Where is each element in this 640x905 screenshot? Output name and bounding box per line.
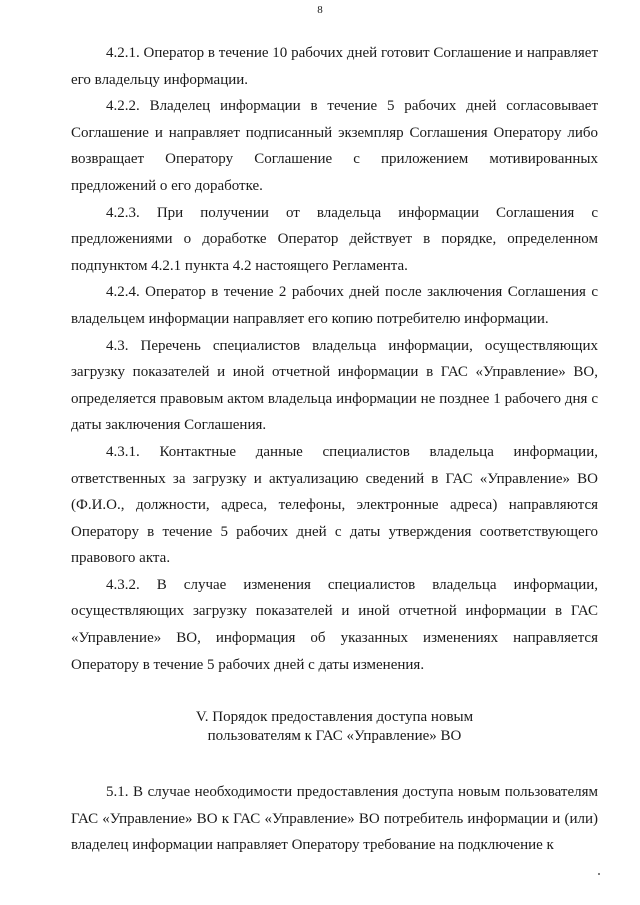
section-heading-line-1: V. Порядок предоставления доступа новым (195, 709, 474, 726)
paragraph-4-3: 4.3. Перечень специалистов владельца информации, осуществляющих загрузку показателей и иной отчетной информации в ГАС «Управление» ВО, определяется правовым актом владельца информации не позднее 1 рабочего дня с даты заключения Соглашения. (71, 337, 598, 434)
scan-dot (598, 873, 600, 875)
page-number: 8 (317, 4, 323, 16)
document-body (71, 40, 598, 859)
paragraph-4-3-2: 4.3.2. В случае изменения специалистов владельца информации, осуществляющих загрузку показателей и иной отчетной информации в ГАС «Управление» ВО, информация об указанных изменениях направляется Оператору в течение 5 рабочих дней с даты изменения. (71, 576, 598, 673)
paragraph-4-2-3: 4.2.3. При получении от владельца информации Соглашения с предложениями о доработке Оператор действует в порядке, определенном подпунктом 4.2.1 пункта 4.2 настоящего Регламента. (71, 204, 598, 274)
paragraph-5-1: 5.1. В случае необходимости предоставления доступа новым пользователям ГАС «Управление» ВО к ГАС «Управление» ВО потребитель информации и (или) владелец информации направляет Оператору требование на подключение к (71, 784, 598, 854)
paragraph-4-2-1: 4.2.1. Оператор в течение 10 рабочих дней готовит Соглашение и направляет его владельцу информации. (71, 45, 598, 88)
section-heading (71, 708, 598, 746)
paragraph-4-3-1: 4.3.1. Контактные данные специалистов владельца информации, ответственных за загрузку и актуализацию сведений в ГАС «Управление» ВО (Ф.И.О., должности, адреса, телефоны, электронные адреса) направляются Оператору в течение 5 рабочих дней с даты утверждения соответствующего правового акта. (71, 443, 598, 567)
section-heading-line-2: пользователям к ГАС «Управление» ВО (207, 728, 462, 745)
paragraph-4-2-4: 4.2.4. Оператор в течение 2 рабочих дней после заключения Соглашения с владельцем информации направляет его копию потребителю информации. (71, 284, 598, 327)
paragraph-4-2-2: 4.2.2. Владелец информации в течение 5 рабочих дней согласовывает Соглашение и направляет подписанный экземпляр Соглашения Оператору либо возвращает Оператору Соглашение с приложением мотивированных предложений о его доработке. (71, 98, 598, 194)
